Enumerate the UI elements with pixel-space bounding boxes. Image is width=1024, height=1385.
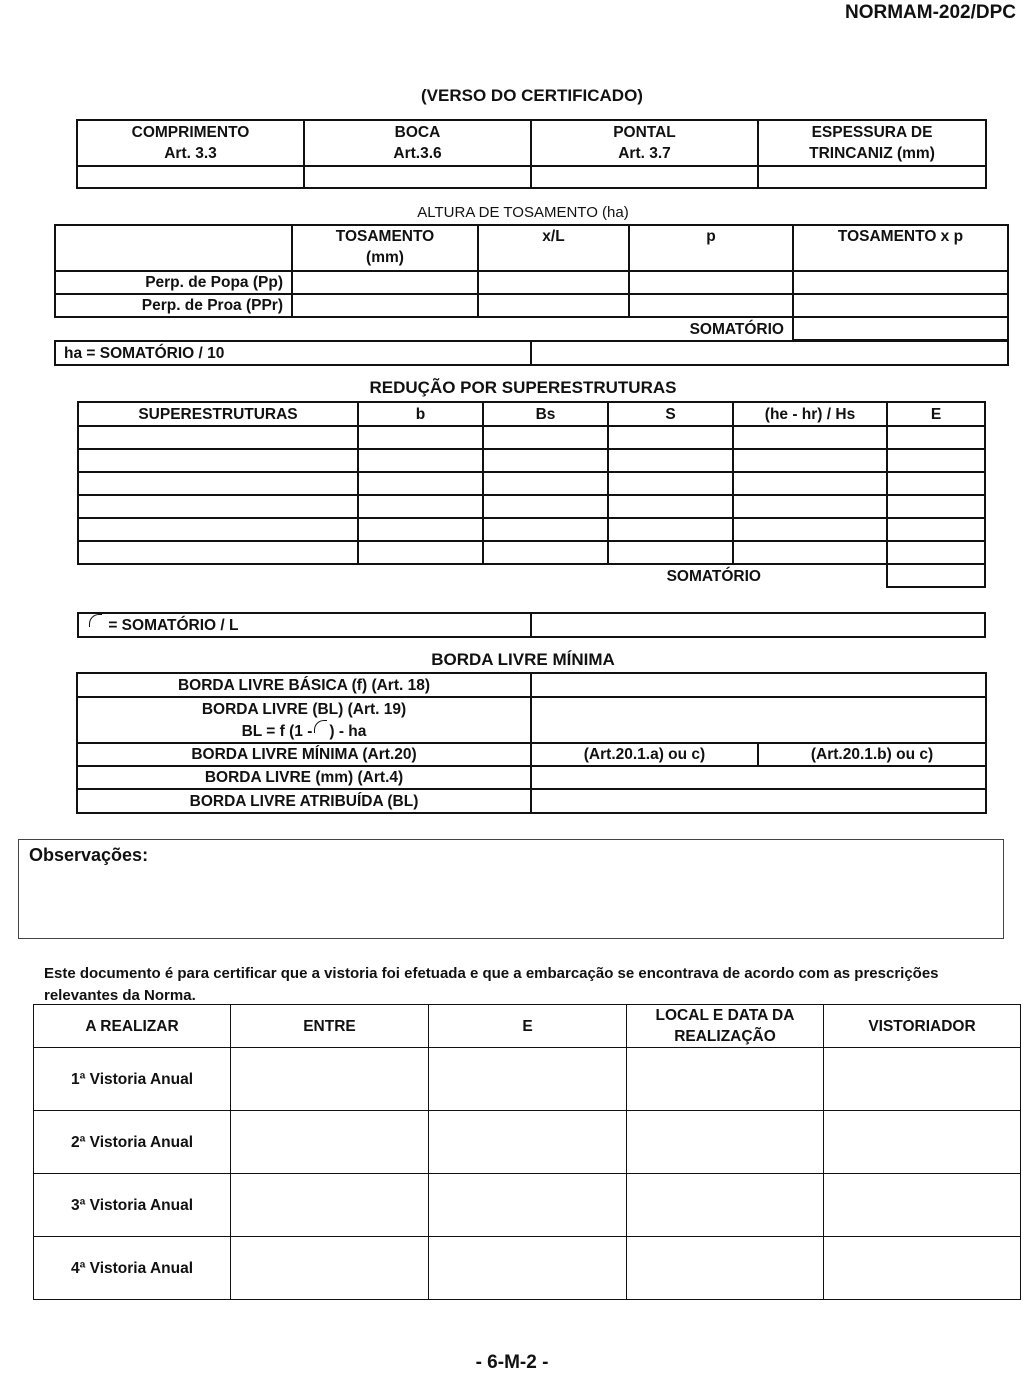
dimension-header-boca: BOCA Art.3.6 bbox=[304, 120, 531, 166]
cell[interactable] bbox=[627, 1237, 824, 1300]
borda-livre-title: BORDA LIVRE MÍNIMA bbox=[431, 650, 615, 669]
tosamento-header: TOSAMENTO (mm) bbox=[292, 225, 478, 271]
cell[interactable] bbox=[78, 541, 358, 564]
tosamento-table bbox=[54, 224, 1009, 341]
cell[interactable] bbox=[429, 1174, 627, 1237]
cell[interactable] bbox=[483, 426, 608, 449]
cell[interactable] bbox=[78, 472, 358, 495]
cell[interactable] bbox=[627, 1111, 824, 1174]
cell[interactable] bbox=[358, 518, 483, 541]
observations-label: Observações: bbox=[29, 845, 149, 865]
somatorio-label: SOMATÓRIO bbox=[78, 564, 887, 587]
cell[interactable] bbox=[824, 1111, 1021, 1174]
cell[interactable] bbox=[358, 495, 483, 518]
ha-formula: ha = SOMATÓRIO / 10 bbox=[55, 341, 531, 365]
table-row bbox=[34, 1174, 1021, 1237]
dimensions-table bbox=[76, 119, 987, 189]
cell[interactable] bbox=[733, 472, 887, 495]
superestruturas-formula-table bbox=[77, 612, 986, 638]
somatorio-label: SOMATÓRIO bbox=[55, 317, 793, 340]
row-label-ppr: Perp. de Proa (PPr) bbox=[55, 294, 292, 317]
tosamento-x-p-header: TOSAMENTO x p bbox=[793, 225, 1008, 271]
cell[interactable] bbox=[887, 541, 985, 564]
table-row bbox=[34, 1237, 1021, 1300]
cell[interactable] bbox=[608, 472, 733, 495]
cell[interactable] bbox=[358, 541, 483, 564]
dimension-value-cell[interactable] bbox=[531, 166, 758, 188]
table-row bbox=[78, 426, 985, 449]
vistorias-table bbox=[33, 1004, 1021, 1300]
vistoriador-header: VISTORIADOR bbox=[824, 1005, 1021, 1048]
cell[interactable] bbox=[608, 449, 733, 472]
tosamento-cell[interactable] bbox=[629, 294, 793, 317]
ha-value[interactable] bbox=[531, 341, 1008, 365]
tosamento-cell[interactable] bbox=[478, 294, 629, 317]
cell[interactable] bbox=[733, 541, 887, 564]
superestruturas-formula-value[interactable] bbox=[531, 613, 985, 637]
xl-header: x/L bbox=[478, 225, 629, 271]
borda-livre-minima-label: BORDA LIVRE MÍNIMA (Art.20) bbox=[77, 743, 531, 766]
document-id: NORMAM-202/DPC bbox=[844, 2, 1016, 23]
cell[interactable] bbox=[231, 1111, 429, 1174]
coefficient-symbol-icon bbox=[89, 614, 102, 627]
cell[interactable] bbox=[78, 518, 358, 541]
entre-header: ENTRE bbox=[231, 1005, 429, 1048]
borda-livre-basica-value[interactable] bbox=[531, 673, 986, 697]
tosamento-cell[interactable] bbox=[478, 271, 629, 294]
table-row bbox=[34, 1048, 1021, 1111]
e-header: E bbox=[429, 1005, 627, 1048]
tosamento-cell[interactable] bbox=[292, 294, 478, 317]
cell[interactable] bbox=[78, 495, 358, 518]
vistoria-label: 2ª Vistoria Anual bbox=[34, 1111, 231, 1174]
vistoria-label: 3ª Vistoria Anual bbox=[34, 1174, 231, 1237]
dimension-header-trincaniz: ESPESSURA DE TRINCANIZ (mm) bbox=[758, 120, 986, 166]
cell[interactable] bbox=[608, 426, 733, 449]
cell[interactable] bbox=[608, 541, 733, 564]
tosamento-cell[interactable] bbox=[793, 294, 1008, 317]
cell[interactable] bbox=[429, 1048, 627, 1111]
cell[interactable] bbox=[887, 426, 985, 449]
vistoria-label: 1ª Vistoria Anual bbox=[34, 1048, 231, 1111]
somatorio-value[interactable] bbox=[887, 564, 985, 587]
tosamento-cell[interactable] bbox=[629, 271, 793, 294]
page-number: - 6-M-2 - bbox=[475, 1352, 549, 1373]
table-row bbox=[78, 518, 985, 541]
cell[interactable] bbox=[887, 449, 985, 472]
cell[interactable] bbox=[627, 1048, 824, 1111]
table-row bbox=[78, 449, 985, 472]
coefficient-symbol-icon bbox=[314, 720, 327, 733]
borda-livre-atribuida-value[interactable] bbox=[531, 789, 986, 813]
tosamento-blank-header bbox=[55, 225, 292, 271]
table-row bbox=[34, 1111, 1021, 1174]
table-row bbox=[78, 541, 985, 564]
cell[interactable] bbox=[429, 1111, 627, 1174]
s-header: S bbox=[608, 402, 733, 426]
verso-title: (VERSO DO CERTIFICADO) bbox=[421, 86, 643, 105]
borda-livre-mm-value[interactable] bbox=[531, 766, 986, 789]
observations-box[interactable] bbox=[18, 839, 1004, 939]
cell[interactable] bbox=[824, 1174, 1021, 1237]
vistoria-label: 4ª Vistoria Anual bbox=[34, 1237, 231, 1300]
cell[interactable] bbox=[78, 426, 358, 449]
local-data-header: LOCAL E DATA DA REALIZAÇÃO bbox=[627, 1005, 824, 1048]
cell[interactable] bbox=[824, 1237, 1021, 1300]
borda-livre-option-a[interactable]: (Art.20.1.a) ou c) bbox=[531, 743, 758, 766]
b-header: b bbox=[358, 402, 483, 426]
cell[interactable] bbox=[887, 518, 985, 541]
he-hr-hs-header: (he - hr) / Hs bbox=[733, 402, 887, 426]
superestruturas-formula: = SOMATÓRIO / L bbox=[78, 613, 531, 637]
cell[interactable] bbox=[429, 1237, 627, 1300]
cell[interactable] bbox=[358, 426, 483, 449]
somatorio-value[interactable] bbox=[793, 317, 1008, 340]
cell[interactable] bbox=[608, 495, 733, 518]
dimension-header-comprimento: COMPRIMENTO Art. 3.3 bbox=[77, 120, 304, 166]
cell[interactable] bbox=[483, 449, 608, 472]
cell[interactable] bbox=[824, 1048, 1021, 1111]
superestruturas-title: REDUÇÃO POR SUPERESTRUTURAS bbox=[369, 378, 677, 397]
superestruturas-table bbox=[77, 401, 986, 588]
cell[interactable] bbox=[231, 1237, 429, 1300]
cell[interactable] bbox=[887, 472, 985, 495]
borda-livre-basica-label: BORDA LIVRE BÁSICA (f) (Art. 18) bbox=[77, 673, 531, 697]
certification-text: Este documento é para certificar que a vistoria foi efetuada e que a embarcação se encontrava de acordo com as prescrições relevantes da Norma. bbox=[44, 965, 939, 1004]
borda-livre-atribuida-label: BORDA LIVRE ATRIBUÍDA (BL) bbox=[77, 789, 531, 813]
dimension-value-cell[interactable] bbox=[758, 166, 986, 188]
cell[interactable] bbox=[608, 518, 733, 541]
e-header: E bbox=[887, 402, 985, 426]
cell[interactable] bbox=[627, 1174, 824, 1237]
cell[interactable] bbox=[231, 1174, 429, 1237]
cell[interactable] bbox=[358, 449, 483, 472]
borda-livre-table bbox=[76, 672, 987, 814]
borda-livre-bl-value[interactable] bbox=[531, 697, 986, 743]
cell[interactable] bbox=[887, 495, 985, 518]
cell[interactable] bbox=[733, 449, 887, 472]
cell[interactable] bbox=[358, 472, 483, 495]
tosamento-title: ALTURA DE TOSAMENTO (ha) bbox=[417, 204, 629, 221]
ha-formula-table bbox=[54, 340, 1009, 366]
cell[interactable] bbox=[78, 449, 358, 472]
borda-livre-option-b[interactable]: (Art.20.1.b) ou c) bbox=[758, 743, 986, 766]
cell[interactable] bbox=[483, 495, 608, 518]
borda-livre-mm-label: BORDA LIVRE (mm) (Art.4) bbox=[77, 766, 531, 789]
realizar-header: A REALIZAR bbox=[34, 1005, 231, 1048]
cell[interactable] bbox=[733, 426, 887, 449]
dimension-header-pontal: PONTAL Art. 3.7 bbox=[531, 120, 758, 166]
tosamento-cell[interactable] bbox=[292, 271, 478, 294]
dimension-value-cell[interactable] bbox=[77, 166, 304, 188]
cell[interactable] bbox=[733, 518, 887, 541]
cell[interactable] bbox=[733, 495, 887, 518]
table-row bbox=[78, 495, 985, 518]
row-label-pp: Perp. de Popa (Pp) bbox=[55, 271, 292, 294]
p-header: p bbox=[629, 225, 793, 271]
dimension-value-cell[interactable] bbox=[304, 166, 531, 188]
tosamento-cell[interactable] bbox=[793, 271, 1008, 294]
borda-livre-bl-label: BORDA LIVRE (BL) (Art. 19) BL = f (1 - ) - ha bbox=[77, 697, 531, 743]
bs-header: Bs bbox=[483, 402, 608, 426]
cell[interactable] bbox=[483, 541, 608, 564]
superestruturas-header: SUPERESTRUTURAS bbox=[78, 402, 358, 426]
cell[interactable] bbox=[483, 472, 608, 495]
table-row bbox=[78, 472, 985, 495]
cell[interactable] bbox=[231, 1048, 429, 1111]
cell[interactable] bbox=[483, 518, 608, 541]
